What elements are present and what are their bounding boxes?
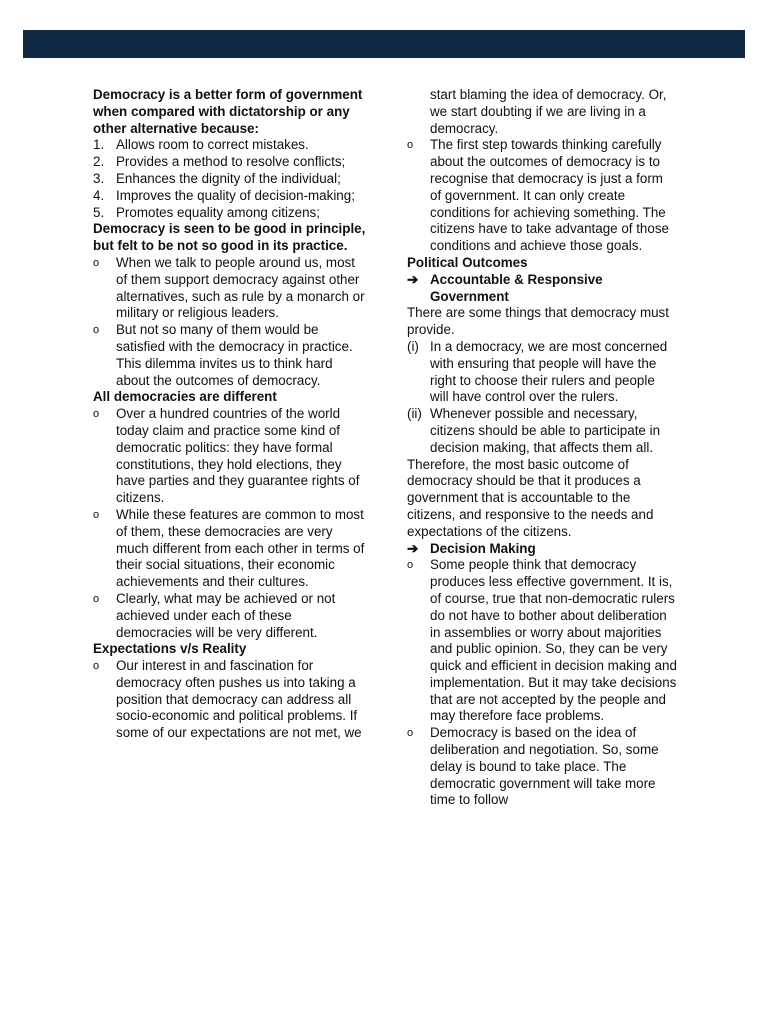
circle-bullet-icon: o [93, 408, 100, 421]
circle-bullet-icon: o [93, 324, 100, 337]
left-column [93, 87, 368, 742]
section-heading: Democracy is a better form of government when compared with dictatorship or any other alternative because: [93, 87, 363, 136]
numbered-item [93, 205, 368, 222]
circle-bullet-icon: o [407, 559, 414, 572]
item-text: Some people think that democracy produces less effective government. It is, of course, true that non-democratic rulers do not have to bother about deliberation in assemblies or worry about majorities and public opinion. So, they can be very quick and efficient in decision making and implementation. But it may take decisions that are not accepted by the people and may therefore face problems. [430, 557, 677, 724]
numbered-item [93, 154, 368, 171]
item-text: But not so many of them would be satisfied with the democracy in practice. This dilemma invites us to think hard about the outcomes of democracy. [116, 322, 353, 388]
item-text: While these features are common to most of them, these democracies are very much different from each other in terms of their social situations, their economic achievements and their cultures. [116, 506, 365, 590]
bullet-item [407, 725, 677, 809]
circle-bullet-icon: o [407, 727, 414, 740]
item-text: In a democracy, we are most concerned with ensuring that people will have the right to choose their rulers and people will have control over the rulers. [430, 338, 668, 405]
item-text: Decision Making [430, 540, 536, 556]
list-number: (ii) [407, 406, 422, 422]
circle-bullet-icon: o [93, 508, 100, 521]
numbered-item [407, 406, 677, 456]
list-number: 2. [93, 154, 105, 170]
item-text: Enhances the dignity of the individual; [116, 170, 341, 186]
list-number: 3. [93, 170, 105, 186]
item-text: Improves the quality of decision-making; [116, 187, 355, 203]
item-text: Allows room to correct mistakes. [116, 137, 309, 153]
list-number: 5. [93, 204, 105, 220]
numbered-item [93, 171, 368, 188]
section-heading: Political Outcomes [407, 254, 528, 270]
bullet-item [93, 658, 368, 742]
paragraph: Therefore, the most basic outcome of democracy should be that it produces a government that is accountable to the citizens, and responsive to the needs and expectations of the citizens. [407, 456, 654, 539]
item-text: The first step towards thinking carefully about the outcomes of democracy is to recognise that democracy is just a form of government. It can only create conditions for achieving something. The citizens have to take advantage of those conditions and achieve those goals. [430, 137, 669, 254]
item-text: Accountable & Responsive Government [430, 271, 603, 304]
bullet-item [93, 255, 368, 322]
section-heading: All democracies are different [93, 389, 277, 405]
circle-bullet-icon: o [93, 592, 100, 605]
item-text: Promotes equality among citizens; [116, 204, 320, 220]
section-heading: Expectations v/s Reality [93, 641, 247, 657]
arrow-subheading [407, 272, 677, 306]
bullet-item [407, 137, 677, 255]
numbered-item [93, 188, 368, 205]
list-number: 1. [93, 137, 105, 153]
right-column [407, 87, 677, 809]
item-text: When we talk to people around us, most of them support democracy against other alternatives, such as rule by a monarch or military or religious leaders. [116, 254, 365, 321]
header-bar [23, 30, 745, 58]
arrow-right-icon: ➔ [407, 540, 419, 556]
section-heading: Democracy is seen to be good in principle, but felt to be not so good in its practice. [93, 221, 366, 254]
item-text: Clearly, what may be achieved or not achieved under each of these democracies will be very different. [116, 590, 336, 640]
bullet-item [93, 507, 368, 591]
circle-bullet-icon: o [93, 256, 100, 269]
arrow-subheading [407, 541, 677, 558]
bullet-item [93, 322, 368, 389]
item-text: Democracy is based on the idea of deliberation and negotiation. So, some delay is bound to take place. The democratic government will take more time to follow [430, 725, 659, 808]
item-text: Over a hundred countries of the world today claim and practice some kind of democratic politics: they have formal constitutions, they hold elections, they have parties and they guarantee rights of citizens. [116, 406, 360, 506]
bullet-item [407, 557, 677, 725]
item-text: Our interest in and fascination for democracy often pushes us into taking a position that democracy can address all socio-economic and political problems. If some of our expectations are not met, we [116, 658, 362, 741]
numbered-item [407, 339, 677, 406]
item-text: Provides a method to resolve conflicts; [116, 154, 346, 170]
circle-bullet-icon: o [93, 660, 100, 673]
numbered-item [93, 137, 368, 154]
arrow-right-icon: ➔ [407, 271, 419, 287]
paragraph: There are some things that democracy must provide. [407, 305, 669, 338]
list-number: (i) [407, 338, 419, 354]
bullet-item [93, 591, 368, 641]
circle-bullet-icon: o [407, 139, 414, 152]
bullet-item [93, 406, 368, 507]
paragraph: start blaming the idea of democracy. Or, we start doubting if we are living in a democracy. [430, 87, 667, 136]
item-text: Whenever possible and necessary, citizens should be able to participate in decision making, that affects them all. [430, 406, 661, 455]
list-number: 4. [93, 187, 105, 203]
